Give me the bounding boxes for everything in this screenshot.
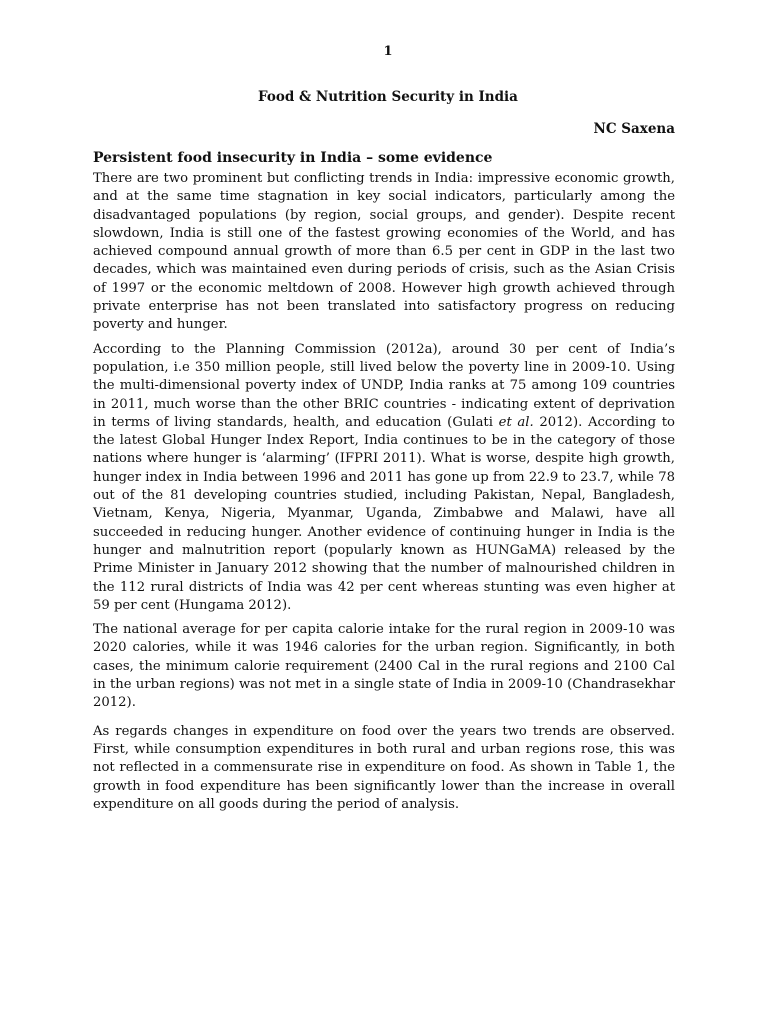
section-heading: Persistent food insecurity in India – some evidence [93,150,493,166]
document-title: Food & Nutrition Security in India [258,89,518,105]
paragraph-4: As regards changes in expenditure on food over the years two trends are observed. First, while consumption expenditures in both rural and urban regions rose, this was not reflected in a commensurate rise in expenditure on food. As shown in Table 1, the growth in food expenditure has been significantly lower than the increase in overall expenditure on all goods during the period of analysis. [93,723,675,812]
section-food-insecurity [93,150,675,814]
paragraph-1: There are two prominent but conflicting trends in India: impressive economic growth, and at the same time stagnation in key social indicators, particularly among the disadvantaged populations (by region, social groups, and gender). Despite recent slowdown, India is still one of the fastest growing economies of the World, and has achieved compound annual growth of more than 6.5 per cent in GDP in the last two decades, which was maintained even during periods of crisis, such as the Asian Crisis of 1997 or the economic meltdown of 2008. However high growth achieved through private enterprise has not been translated into satisfactory progress on reducing poverty and hunger. [93,171,675,333]
document-page [93,44,675,820]
paragraph-2-italic: et al. [498,414,534,430]
paragraph-2-text-start: According to the Planning Commission (2012a), around 30 per cent of India’s population, i.e 350 million people, still lived below the poverty line in 2009-10. Using the multi-dimensional poverty index of UNDP, India ranks at 75 among 109 countries in 2011, much worse than the other BRIC countries - indicating extent of deprivation in terms of living standards, health, and education (Gulati [93,341,675,430]
page-number: 1 [383,44,393,59]
paragraph-2 [93,341,675,615]
paragraph-3: The national average for per capita calorie intake for the rural region in 2009-10 was 2020 calories, while it was 1946 calories for the urban region. Significantly, in both cases, the minimum calorie requirement (2400 Cal in the rural regions and 2100 Cal in the urban regions) was not met in a single state of India in 2009-10 (Chandrasekhar 2012). [93,622,675,711]
paragraph-2-text-end: 2012). According to the latest Global Hunger Index Report, India continues to be in the category of those nations where hunger is ‘alarming’ (IFPRI 2011). What is worse, despite high growth, hunger index in India between 1996 and 2011 has gone up from 22.9 to 23.7, while 78 out of the 81 developing countries studied, including Pakistan, Nepal, Bangladesh, Vietnam, Kenya, Nigeria, Myanmar, Uganda, Zimbabwe and Malawi, have all succeeded in reducing hunger. Another evidence of continuing hunger in India is the hunger and malnutrition report (popularly known as HUNGaMA) released by the Prime Minister in January 2012 showing that the number of malnourished children in the 112 rural districts of India was 42 per cent whereas stunting was even higher at 59 per cent (Hungama 2012). [93,414,675,613]
author-name: NC Saxena [593,121,675,137]
